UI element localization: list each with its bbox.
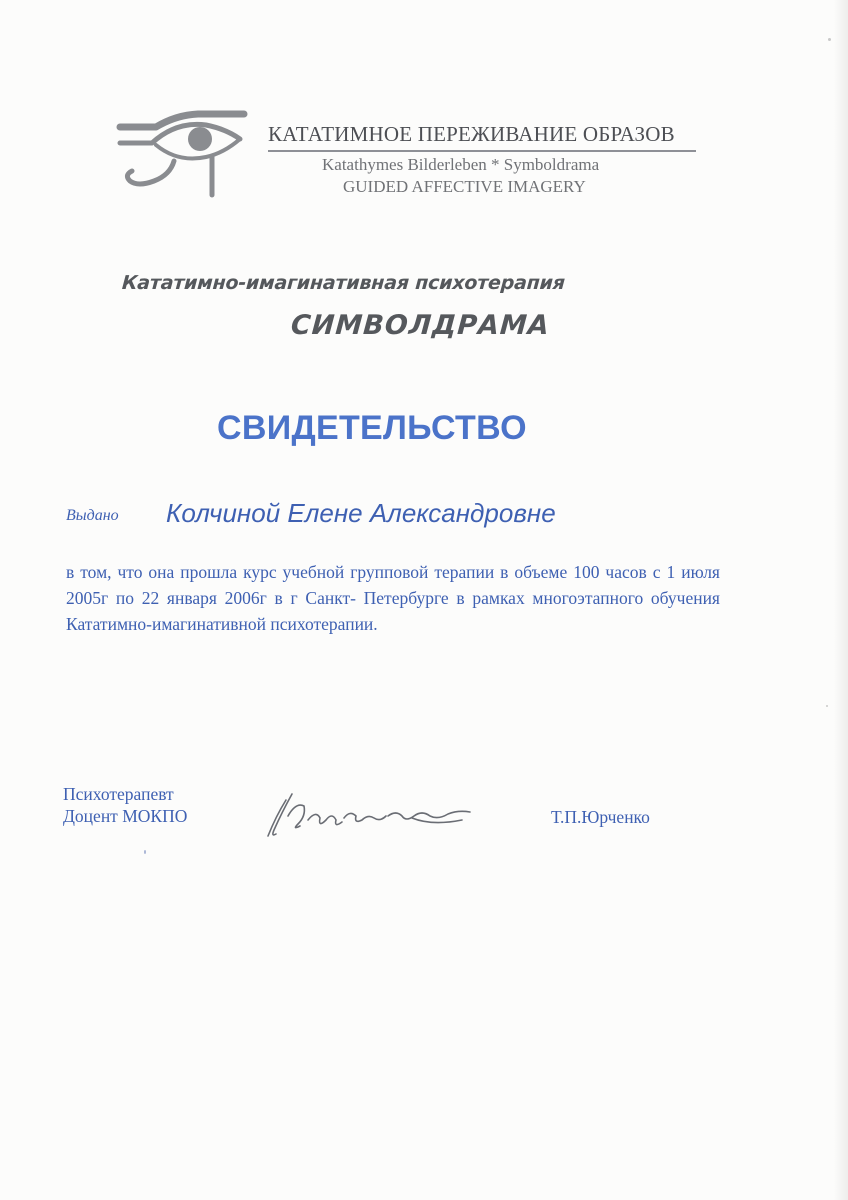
signer-position: Доцент МОКПО — [63, 806, 188, 826]
symboldrama-heading: СИМВОЛДРАМА — [289, 310, 551, 341]
organization-subtitle: Katathymes Bilderleben * Symboldrama — [322, 155, 600, 174]
organization-title: КАТАТИМНОЕ ПЕРЕЖИВАНИЕ ОБРАЗОВ — [268, 122, 696, 152]
recipient-name: Колчиной Елене Александровне — [166, 498, 556, 528]
issued-label: Выдано — [66, 507, 119, 524]
scan-edge-shadow — [834, 0, 848, 1200]
certificate-body-text: в том, что она прошла курс учебной групповой терапии в объеме 100 часов с 1 июля 2005г по 22 января 2006г в г Санкт- Петербурге в рамках многоэтапного обучения Кататимно-имагинативной психотерапии. — [66, 562, 720, 634]
scan-speck — [144, 850, 146, 854]
signer-name: Т.П.Юрченко — [551, 807, 650, 827]
signer-title: Психотерапевт — [63, 784, 174, 804]
scan-speck — [826, 705, 828, 707]
scan-speck — [828, 38, 831, 41]
therapy-heading: Кататимно-имагинативная психотерапия — [121, 272, 566, 294]
eye-of-horus-icon — [116, 105, 248, 200]
handwritten-signature — [262, 790, 482, 842]
organization-subtitle-english: GUIDED AFFECTIVE IMAGERY — [343, 177, 586, 196]
certificate-title: СВИДЕТЕЛЬСТВО — [217, 409, 527, 447]
